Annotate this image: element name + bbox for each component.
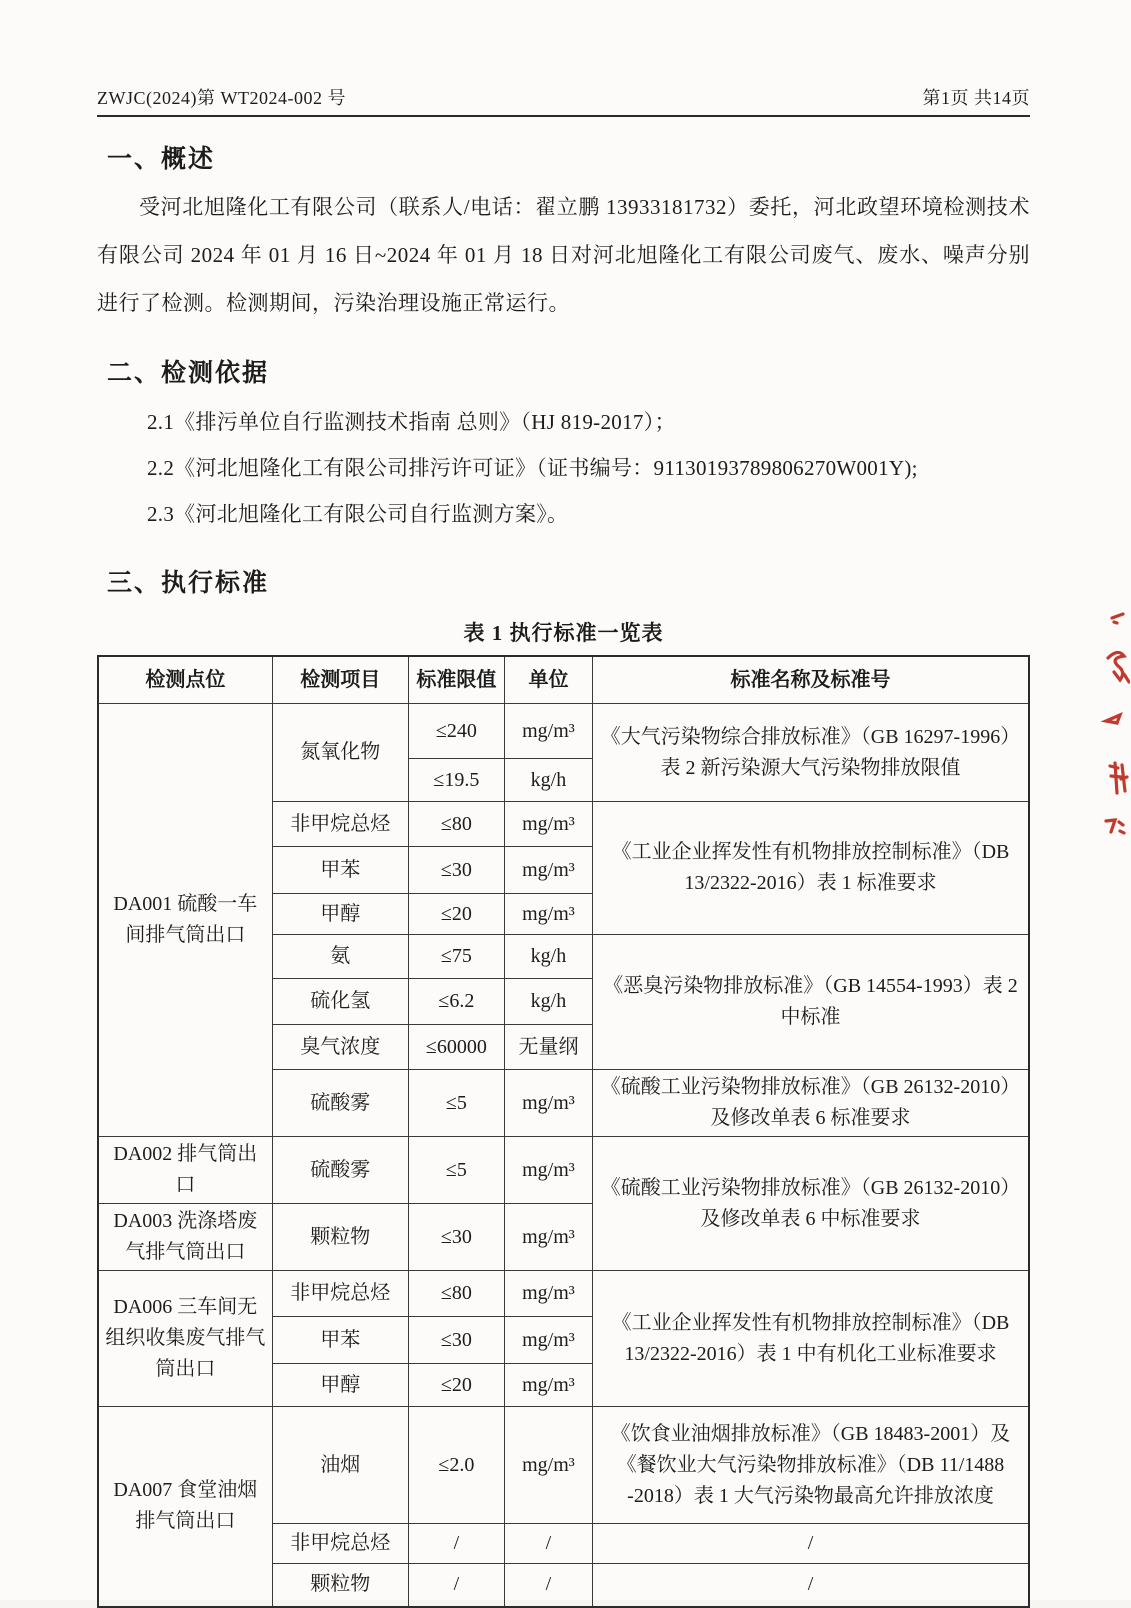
table-cell: ≤20 — [408, 1364, 504, 1407]
table-cell: mg/m³ — [504, 1317, 592, 1364]
table-cell: kg/h — [504, 979, 592, 1025]
table-cell: 颗粒物 — [272, 1564, 408, 1607]
table-cell: / — [504, 1564, 592, 1607]
reference-list — [97, 399, 1030, 537]
table-cell: ≤30 — [408, 1317, 504, 1364]
section-3-title: 三、执行标准 — [107, 570, 270, 597]
table-cell: mg/m³ — [504, 1271, 592, 1317]
table-cell: ≤6.2 — [408, 979, 504, 1025]
table-cell: 《大气污染物综合排放标准》（GB 16297-1996）表 2 新污染源大气污染物排放限值 — [593, 704, 1030, 802]
table-cell: 颗粒物 — [272, 1204, 408, 1271]
reference-item-3: 2.3《河北旭隆化工有限公司自行监测方案》。 — [147, 502, 569, 526]
table-header-cell-1: 检测项目 — [272, 656, 408, 704]
table-cell: 甲苯 — [272, 1317, 408, 1364]
table-cell: 《恶臭污染物排放标准》（GB 14554-1993）表 2 中标准 — [593, 935, 1030, 1070]
table-cell: 非甲烷总烃 — [272, 1524, 408, 1564]
section-1-title: 一、概述 — [107, 146, 216, 173]
table-cell: ≤20 — [408, 894, 504, 935]
reference-item-1: 2.1《排污单位自行监测技术指南 总则》（HJ 819-2017）； — [147, 410, 676, 434]
table-row-11 — [98, 1271, 1029, 1317]
table-cell: 甲醇 — [272, 1364, 408, 1407]
table-header-row — [98, 656, 1029, 704]
red-stamp-fragments-icon — [1090, 606, 1130, 851]
table-cell: 《饮食业油烟排放标准》（GB 18483-2001）及《餐饮业大气污染物排放标准》（DB 11/1488 -2018）表 1 大气污染物最高允许排放浓度 — [593, 1407, 1030, 1524]
table-cell: ≤30 — [408, 1204, 504, 1271]
table-header-cell-0: 检测点位 — [98, 656, 272, 704]
table-cell: mg/m³ — [504, 1137, 592, 1204]
table-cell: DA007 食堂油烟排气筒出口 — [98, 1407, 272, 1607]
table-row-14 — [98, 1407, 1029, 1524]
table-cell: mg/m³ — [504, 704, 592, 759]
table-header-cell-4: 标准名称及标准号 — [593, 656, 1030, 704]
table-cell: mg/m³ — [504, 802, 592, 847]
table-cell: mg/m³ — [504, 1070, 592, 1137]
table-cell: mg/m³ — [504, 1204, 592, 1271]
table-cell: DA001 硫酸一车间排气筒出口 — [98, 704, 272, 1137]
table-title: 表 1 执行标准一览表 — [463, 621, 664, 645]
table-cell: 硫酸雾 — [272, 1137, 408, 1204]
table-cell: ≤30 — [408, 847, 504, 894]
table-cell: mg/m³ — [504, 894, 592, 935]
table-header-cell-3: 单位 — [504, 656, 592, 704]
table-cell: 氨 — [272, 935, 408, 979]
table-cell: mg/m³ — [504, 1364, 592, 1407]
page-number: 第1页 共14页 — [922, 88, 1030, 108]
table-cell: / — [408, 1564, 504, 1607]
table-cell: ≤240 — [408, 704, 504, 759]
table-cell: 氮氧化物 — [272, 704, 408, 802]
table-cell: DA003 洗涤塔废气排气筒出口 — [98, 1204, 272, 1271]
table-row-9 — [98, 1137, 1029, 1204]
page-header — [97, 0, 1030, 110]
table-cell: 硫酸雾 — [272, 1070, 408, 1137]
table-cell: 《工业企业挥发性有机物排放控制标准》（DB 13/2322-2016）表 1 中有机化工业标准要求 — [593, 1271, 1030, 1407]
table-cell: 臭气浓度 — [272, 1025, 408, 1070]
table-cell: ≤5 — [408, 1137, 504, 1204]
table-cell: ≤80 — [408, 1271, 504, 1317]
table-cell: / — [504, 1524, 592, 1564]
overview-paragraph: 受河北旭隆化工有限公司（联系人/电话：翟立鹏 13933181732）委托，河北政望环境检测技术有限公司 2024 年 01 月 16 日~2024 年 01 月 18 日对河北旭隆化工有限公司废气、废水、噪声分别进行了检测。检测期间，污染治理设施正常运行。 — [97, 195, 1030, 315]
reference-item-2: 2.2《河北旭隆化工有限公司排污许可证》（证书编号：91130193789806270W001Y); — [147, 456, 918, 480]
table-cell: 硫化氢 — [272, 979, 408, 1025]
table-cell: mg/m³ — [504, 847, 592, 894]
table-cell: ≤80 — [408, 802, 504, 847]
table-cell: 非甲烷总烃 — [272, 1271, 408, 1317]
table-header-cell-2: 标准限值 — [408, 656, 504, 704]
standards-table — [97, 655, 1030, 1608]
table-cell: 甲醇 — [272, 894, 408, 935]
table-cell: 非甲烷总烃 — [272, 802, 408, 847]
table-cell: ≤5 — [408, 1070, 504, 1137]
table-cell: 甲苯 — [272, 847, 408, 894]
page-content — [97, 0, 1030, 1608]
table-cell: DA006 三车间无组织收集废气排气筒出口 — [98, 1271, 272, 1407]
document-number: ZWJC(2024)第 WT2024-002 号 — [97, 88, 346, 108]
table-cell: 《工业企业挥发性有机物排放控制标准》（DB 13/2322-2016）表 1 标准要求 — [593, 802, 1030, 935]
section-2-title: 二、检测依据 — [107, 360, 270, 387]
table-cell: ≤19.5 — [408, 759, 504, 802]
header-divider — [97, 115, 1030, 117]
table-cell: kg/h — [504, 759, 592, 802]
table-cell: mg/m³ — [504, 1407, 592, 1524]
table-body — [98, 704, 1029, 1607]
table-cell: 无量纲 — [504, 1025, 592, 1070]
table-cell: 《硫酸工业污染物排放标准》（GB 26132-2010）及修改单表 6 标准要求 — [593, 1070, 1030, 1137]
table-cell: / — [593, 1564, 1030, 1607]
table-cell: / — [593, 1524, 1030, 1564]
table-cell: DA002 排气筒出口 — [98, 1137, 272, 1204]
table-row-0 — [98, 704, 1029, 759]
table-cell: ≤75 — [408, 935, 504, 979]
table-cell: ≤60000 — [408, 1025, 504, 1070]
table-cell: kg/h — [504, 935, 592, 979]
table-cell: ≤2.0 — [408, 1407, 504, 1524]
table-cell: 油烟 — [272, 1407, 408, 1524]
table-cell: 《硫酸工业污染物排放标准》（GB 26132-2010）及修改单表 6 中标准要求 — [593, 1137, 1030, 1271]
table-cell: / — [408, 1524, 504, 1564]
